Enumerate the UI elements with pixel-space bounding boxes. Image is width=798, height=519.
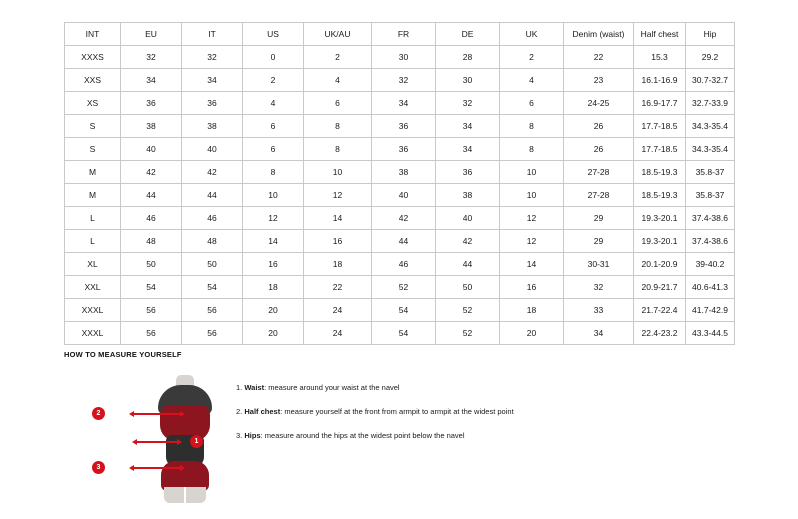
cell-denim-waist: 32 bbox=[564, 276, 634, 299]
cell-eu: 32 bbox=[121, 46, 182, 69]
cell-de: 52 bbox=[436, 322, 500, 345]
cell-de: 32 bbox=[436, 92, 500, 115]
cell-uk: 10 bbox=[500, 161, 564, 184]
step-number: 2. bbox=[236, 407, 243, 417]
step-term: Waist bbox=[244, 383, 265, 392]
cell-us: 20 bbox=[243, 299, 304, 322]
cell-half-chest: 17.7-18.5 bbox=[634, 115, 686, 138]
table-row bbox=[65, 138, 735, 161]
cell-hip: 37.4-38.6 bbox=[686, 207, 735, 230]
cell-uk: 16 bbox=[500, 276, 564, 299]
cell-fr: 34 bbox=[372, 92, 436, 115]
cell-uk: 8 bbox=[500, 138, 564, 161]
column-header-half-chest: Half chest bbox=[634, 23, 686, 46]
table-row bbox=[65, 230, 735, 253]
cell-uk-au: 10 bbox=[304, 161, 372, 184]
cell-it: 40 bbox=[182, 138, 243, 161]
step-text: : measure around your waist at the navel bbox=[264, 383, 400, 392]
cell-uk: 12 bbox=[500, 207, 564, 230]
cell-us: 18 bbox=[243, 276, 304, 299]
column-header-eu: EU bbox=[121, 23, 182, 46]
cell-it: 46 bbox=[182, 207, 243, 230]
cell-us: 6 bbox=[243, 115, 304, 138]
step-term: Hips bbox=[244, 431, 261, 441]
cell-it: 56 bbox=[182, 322, 243, 345]
cell-denim-waist: 27-28 bbox=[564, 184, 634, 207]
cell-half-chest: 17.7-18.5 bbox=[634, 138, 686, 161]
cell-hip: 41.7-42.9 bbox=[686, 299, 735, 322]
cell-it: 50 bbox=[182, 253, 243, 276]
cell-denim-waist: 22 bbox=[564, 46, 634, 69]
mannequin-diagram bbox=[96, 369, 220, 499]
cell-hip: 37.4-38.6 bbox=[686, 230, 735, 253]
cell-denim-waist: 29 bbox=[564, 230, 634, 253]
cell-eu: 54 bbox=[121, 276, 182, 299]
cell-uk-au: 6 bbox=[304, 92, 372, 115]
half-chest-measure-arrow-icon bbox=[133, 413, 181, 415]
cell-it: 42 bbox=[182, 161, 243, 184]
column-header-int: INT bbox=[65, 23, 121, 46]
cell-de: 38 bbox=[436, 184, 500, 207]
cell-fr: 54 bbox=[372, 299, 436, 322]
column-header-de: DE bbox=[436, 23, 500, 46]
cell-uk: 18 bbox=[500, 299, 564, 322]
cell-de: 52 bbox=[436, 299, 500, 322]
column-header-it: IT bbox=[182, 23, 243, 46]
cell-hip: 30.7-32.7 bbox=[686, 69, 735, 92]
cell-de: 40 bbox=[436, 207, 500, 230]
cell-uk-au: 2 bbox=[304, 46, 372, 69]
cell-fr: 30 bbox=[372, 46, 436, 69]
marker-half-chest: 2 bbox=[92, 407, 105, 420]
step-number: 3. bbox=[236, 431, 243, 441]
cell-de: 50 bbox=[436, 276, 500, 299]
section-title: HOW TO MEASURE YOURSELF bbox=[64, 350, 182, 359]
cell-fr: 52 bbox=[372, 276, 436, 299]
cell-uk: 12 bbox=[500, 230, 564, 253]
cell-hip: 40.6-41.3 bbox=[686, 276, 735, 299]
table-row bbox=[65, 253, 735, 276]
cell-uk-au: 24 bbox=[304, 299, 372, 322]
cell-fr: 40 bbox=[372, 184, 436, 207]
step-term: Half chest bbox=[244, 407, 281, 417]
cell-uk-au: 14 bbox=[304, 207, 372, 230]
measure-step-waist bbox=[236, 383, 514, 393]
column-header-hip: Hip bbox=[686, 23, 735, 46]
cell-half-chest: 21.7-22.4 bbox=[634, 299, 686, 322]
cell-int: XS bbox=[65, 92, 121, 115]
cell-int: L bbox=[65, 230, 121, 253]
table-header-row bbox=[65, 23, 735, 46]
step-number: 1. bbox=[236, 383, 243, 392]
cell-denim-waist: 27-28 bbox=[564, 161, 634, 184]
cell-de: 36 bbox=[436, 161, 500, 184]
cell-uk: 4 bbox=[500, 69, 564, 92]
step-text: : measure around the hips at the widest point below the navel bbox=[260, 431, 465, 441]
cell-half-chest: 20.9-21.7 bbox=[634, 276, 686, 299]
column-header-uk: UK bbox=[500, 23, 564, 46]
cell-uk: 20 bbox=[500, 322, 564, 345]
cell-int: XXL bbox=[65, 276, 121, 299]
cell-hip: 34.3-35.4 bbox=[686, 115, 735, 138]
cell-int: XXS bbox=[65, 69, 121, 92]
cell-int: M bbox=[65, 184, 121, 207]
cell-uk-au: 22 bbox=[304, 276, 372, 299]
size-table-container bbox=[64, 22, 734, 345]
cell-denim-waist: 34 bbox=[564, 322, 634, 345]
cell-denim-waist: 23 bbox=[564, 69, 634, 92]
cell-uk: 8 bbox=[500, 115, 564, 138]
cell-us: 0 bbox=[243, 46, 304, 69]
cell-fr: 46 bbox=[372, 253, 436, 276]
cell-de: 44 bbox=[436, 253, 500, 276]
cell-half-chest: 16.9-17.7 bbox=[634, 92, 686, 115]
cell-eu: 50 bbox=[121, 253, 182, 276]
cell-hip: 34.3-35.4 bbox=[686, 138, 735, 161]
cell-half-chest: 18.5-19.3 bbox=[634, 184, 686, 207]
cell-hip: 32.7-33.9 bbox=[686, 92, 735, 115]
cell-it: 32 bbox=[182, 46, 243, 69]
cell-it: 56 bbox=[182, 299, 243, 322]
column-header-fr: FR bbox=[372, 23, 436, 46]
cell-int: L bbox=[65, 207, 121, 230]
table-row bbox=[65, 299, 735, 322]
cell-eu: 48 bbox=[121, 230, 182, 253]
cell-uk: 10 bbox=[500, 184, 564, 207]
cell-eu: 38 bbox=[121, 115, 182, 138]
mannequin-icon bbox=[128, 375, 186, 493]
cell-eu: 56 bbox=[121, 322, 182, 345]
cell-fr: 44 bbox=[372, 230, 436, 253]
cell-eu: 36 bbox=[121, 92, 182, 115]
cell-eu: 40 bbox=[121, 138, 182, 161]
cell-fr: 42 bbox=[372, 207, 436, 230]
cell-it: 38 bbox=[182, 115, 243, 138]
cell-denim-waist: 26 bbox=[564, 138, 634, 161]
table-row bbox=[65, 184, 735, 207]
table-row bbox=[65, 276, 735, 299]
cell-us: 14 bbox=[243, 230, 304, 253]
cell-uk-au: 16 bbox=[304, 230, 372, 253]
cell-half-chest: 18.5-19.3 bbox=[634, 161, 686, 184]
cell-int: XL bbox=[65, 253, 121, 276]
cell-us: 8 bbox=[243, 161, 304, 184]
cell-hip: 35.8-37 bbox=[686, 161, 735, 184]
cell-uk: 14 bbox=[500, 253, 564, 276]
cell-us: 2 bbox=[243, 69, 304, 92]
cell-half-chest: 22.4-23.2 bbox=[634, 322, 686, 345]
measure-steps-list bbox=[236, 369, 514, 455]
cell-us: 6 bbox=[243, 138, 304, 161]
cell-uk: 2 bbox=[500, 46, 564, 69]
table-row bbox=[65, 92, 735, 115]
cell-half-chest: 15.3 bbox=[634, 46, 686, 69]
step-text: : measure yourself at the front from armpit to armpit at the widest point bbox=[280, 407, 514, 417]
cell-it: 36 bbox=[182, 92, 243, 115]
cell-de: 34 bbox=[436, 115, 500, 138]
waist-measure-arrow-icon bbox=[136, 441, 178, 443]
cell-int: XXXL bbox=[65, 299, 121, 322]
cell-fr: 54 bbox=[372, 322, 436, 345]
cell-uk-au: 24 bbox=[304, 322, 372, 345]
cell-denim-waist: 29 bbox=[564, 207, 634, 230]
table-row bbox=[65, 115, 735, 138]
cell-denim-waist: 24-25 bbox=[564, 92, 634, 115]
measure-body bbox=[64, 369, 734, 499]
cell-eu: 34 bbox=[121, 69, 182, 92]
cell-it: 54 bbox=[182, 276, 243, 299]
cell-fr: 32 bbox=[372, 69, 436, 92]
cell-int: M bbox=[65, 161, 121, 184]
cell-us: 20 bbox=[243, 322, 304, 345]
cell-int: XXXS bbox=[65, 46, 121, 69]
cell-uk-au: 8 bbox=[304, 138, 372, 161]
cell-eu: 46 bbox=[121, 207, 182, 230]
cell-uk-au: 12 bbox=[304, 184, 372, 207]
cell-int: XXXL bbox=[65, 322, 121, 345]
cell-de: 28 bbox=[436, 46, 500, 69]
cell-denim-waist: 33 bbox=[564, 299, 634, 322]
column-header-uk-au: UK/AU bbox=[304, 23, 372, 46]
cell-us: 16 bbox=[243, 253, 304, 276]
cell-us: 12 bbox=[243, 207, 304, 230]
cell-it: 44 bbox=[182, 184, 243, 207]
cell-eu: 42 bbox=[121, 161, 182, 184]
table-row bbox=[65, 69, 735, 92]
marker-hips: 3 bbox=[92, 461, 105, 474]
cell-it: 34 bbox=[182, 69, 243, 92]
column-header-denim-waist: Denim (waist) bbox=[564, 23, 634, 46]
cell-uk-au: 8 bbox=[304, 115, 372, 138]
table-row bbox=[65, 161, 735, 184]
measure-step-half-chest bbox=[236, 407, 514, 417]
cell-half-chest: 19.3-20.1 bbox=[634, 207, 686, 230]
cell-half-chest: 16.1-16.9 bbox=[634, 69, 686, 92]
cell-denim-waist: 26 bbox=[564, 115, 634, 138]
table-row bbox=[65, 46, 735, 69]
cell-fr: 38 bbox=[372, 161, 436, 184]
hip-measure-arrow-icon bbox=[133, 467, 181, 469]
cell-eu: 44 bbox=[121, 184, 182, 207]
table-row bbox=[65, 207, 735, 230]
cell-hip: 43.3-44.5 bbox=[686, 322, 735, 345]
cell-hip: 39-40.2 bbox=[686, 253, 735, 276]
cell-de: 30 bbox=[436, 69, 500, 92]
cell-it: 48 bbox=[182, 230, 243, 253]
table-row bbox=[65, 322, 735, 345]
cell-fr: 36 bbox=[372, 138, 436, 161]
cell-de: 34 bbox=[436, 138, 500, 161]
marker-waist: 1 bbox=[190, 435, 203, 448]
cell-us: 10 bbox=[243, 184, 304, 207]
cell-fr: 36 bbox=[372, 115, 436, 138]
measure-step-hips bbox=[236, 431, 514, 441]
how-to-measure-section bbox=[64, 350, 734, 499]
cell-hip: 29.2 bbox=[686, 46, 735, 69]
cell-half-chest: 20.1-20.9 bbox=[634, 253, 686, 276]
cell-denim-waist: 30-31 bbox=[564, 253, 634, 276]
cell-half-chest: 19.3-20.1 bbox=[634, 230, 686, 253]
cell-uk-au: 4 bbox=[304, 69, 372, 92]
cell-int: S bbox=[65, 138, 121, 161]
cell-us: 4 bbox=[243, 92, 304, 115]
size-conversion-table bbox=[64, 22, 735, 345]
cell-uk-au: 18 bbox=[304, 253, 372, 276]
cell-hip: 35.8-37 bbox=[686, 184, 735, 207]
cell-uk: 6 bbox=[500, 92, 564, 115]
mannequin-leg-split bbox=[184, 487, 186, 503]
cell-de: 42 bbox=[436, 230, 500, 253]
column-header-us: US bbox=[243, 23, 304, 46]
cell-eu: 56 bbox=[121, 299, 182, 322]
cell-int: S bbox=[65, 115, 121, 138]
